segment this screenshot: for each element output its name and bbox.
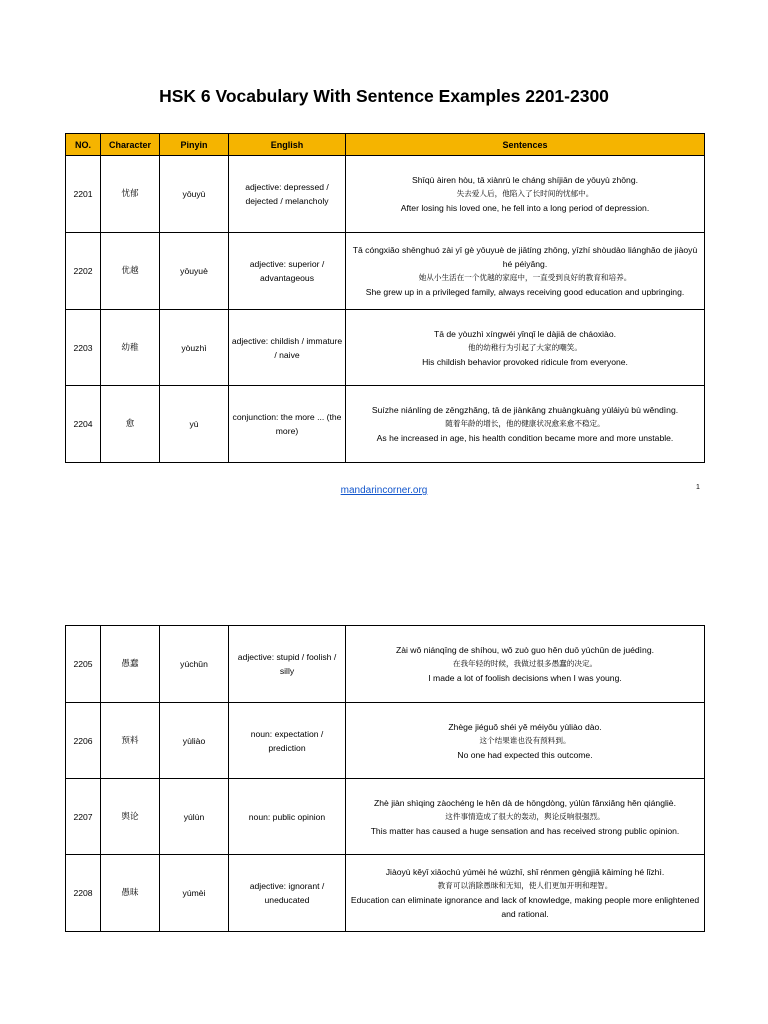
page-title: HSK 6 Vocabulary With Sentence Examples 2201-2300	[159, 86, 609, 106]
row-pinyin: yúmèi	[160, 855, 229, 932]
row-character: 忧郁	[101, 156, 160, 233]
row-sentences	[346, 779, 705, 855]
header-pinyin: Pinyin	[160, 134, 229, 156]
table-row	[66, 626, 705, 703]
row-number: 2208	[66, 855, 101, 932]
row-english: adjective: depressed / dejected / melancholy	[229, 156, 346, 233]
sentence-pinyin: Suízhe niánlíng de zēngzhǎng, tā de jiànkāng zhuàngkuàng yùláiyù bù wěndìng.	[371, 405, 679, 415]
table-header-row	[66, 134, 705, 156]
vocab-table-top	[65, 133, 705, 463]
site-link[interactable]: mandarincorner.org	[340, 485, 428, 496]
row-sentences	[346, 386, 705, 463]
header-character: Character	[101, 134, 160, 156]
sentence-english: After losing his loved one, he fell into a long period of depression.	[400, 203, 650, 213]
row-english: adjective: ignorant / uneducated	[229, 855, 346, 932]
row-english: adjective: stupid / foolish / silly	[229, 626, 346, 703]
row-pinyin: yōuyù	[160, 156, 229, 233]
row-english: conjunction: the more ... (the more)	[229, 386, 346, 463]
row-pinyin: yúlùn	[160, 779, 229, 855]
sentence-pinyin: Zhè jiàn shìqing zàochéng le hěn dà de hōngdòng, yúlùn fǎnxiǎng hěn qiángliè.	[374, 797, 676, 808]
row-pinyin: yù	[160, 386, 229, 463]
vocab-table-bottom	[65, 625, 705, 932]
sentence-chinese: 教育可以消除愚昧和无知，使人们更加开明和理智。	[437, 881, 613, 890]
sentence-chinese: 随着年龄的增长，他的健康状况愈来愈不稳定。	[445, 419, 605, 428]
row-sentences	[346, 703, 705, 779]
sentence-english: This matter has caused a huge sensation and has received strong public opinion.	[370, 825, 680, 836]
sentence-chinese: 在我年轻的时候，我做过很多愚蠢的决定。	[452, 659, 598, 668]
row-character: 预料	[101, 703, 160, 779]
sentence-chinese: 失去爱人后，他陷入了长时间的忧郁中。	[456, 189, 594, 198]
sentence-pinyin: Tā de yòuzhì xíngwéi yǐnqǐ le dàjiā de cháoxiào.	[433, 328, 616, 339]
table-row	[66, 233, 705, 310]
header-english: English	[229, 134, 346, 156]
row-number: 2203	[66, 310, 101, 386]
row-pinyin: yùliào	[160, 703, 229, 779]
row-sentences	[346, 310, 705, 386]
row-number: 2207	[66, 779, 101, 855]
row-english: noun: expectation / prediction	[229, 703, 346, 779]
sentence-chinese: 他的幼稚行为引起了大家的嘲笑。	[468, 342, 582, 352]
page-number: 1	[696, 484, 700, 491]
sentence-chinese: 她从小生活在一个优越的家庭中，一直受到良好的教育和培养。	[418, 273, 632, 282]
header-sentences: Sentences	[346, 134, 705, 156]
sentence-pinyin: Zài wǒ niánqīng de shíhou, wǒ zuò guo hěn duō yúchǔn de juédìng.	[395, 645, 654, 655]
sentence-pinyin: Shīqù àiren hòu, tā xiànrù le cháng shíjiān de yōuyù zhōng.	[412, 175, 638, 185]
row-sentences	[346, 626, 705, 703]
table-row	[66, 703, 705, 779]
row-english: adjective: childish / immature / naive	[229, 310, 346, 386]
row-character: 愈	[101, 386, 160, 463]
table-row	[66, 779, 705, 855]
header-no: NO.	[66, 134, 101, 156]
row-pinyin: yòuzhì	[160, 310, 229, 386]
row-character: 舆论	[101, 779, 160, 855]
row-character: 幼稚	[101, 310, 160, 386]
row-number: 2202	[66, 233, 101, 310]
row-pinyin: yúchǔn	[160, 626, 229, 703]
sentence-pinyin: Tā cóngxiǎo shēnghuó zài yī gè yōuyuè de jiātíng zhōng, yīzhí shòudào liánghǎo de jiàoyù hé péiyǎng.	[352, 245, 698, 269]
sentence-pinyin: Zhège jiéguǒ shéi yě méiyǒu yùliào dào.	[448, 721, 602, 732]
row-sentences	[346, 855, 705, 932]
sentence-english: I made a lot of foolish decisions when I was young.	[428, 673, 622, 683]
sentence-english: She grew up in a privileged family, always receiving good education and upbringing.	[365, 287, 685, 297]
row-character: 愚昧	[101, 855, 160, 932]
row-character: 愚蠢	[101, 626, 160, 703]
sentence-chinese: 这个结果谁也没有预料到。	[479, 735, 571, 745]
table-row	[66, 310, 705, 386]
sentence-english: No one had expected this outcome.	[457, 749, 593, 760]
row-number: 2201	[66, 156, 101, 233]
sentence-english: Education can eliminate ignorance and lack of knowledge, making people more enlightened and rational.	[350, 895, 700, 919]
row-number: 2204	[66, 386, 101, 463]
row-english: noun: public opinion	[229, 779, 346, 855]
table-row	[66, 855, 705, 932]
table-row	[66, 386, 705, 463]
row-number: 2205	[66, 626, 101, 703]
row-sentences	[346, 233, 705, 310]
table-row	[66, 156, 705, 233]
row-number: 2206	[66, 703, 101, 779]
row-english: adjective: superior / advantageous	[229, 233, 346, 310]
sentence-pinyin: Jiàoyù kěyǐ xiāochú yúmèi hé wúzhī, shǐ rénmen gèngjiā kāimíng hé lǐzhì.	[385, 867, 665, 877]
row-sentences	[346, 156, 705, 233]
row-character: 优越	[101, 233, 160, 310]
sentence-english: His childish behavior provoked ridicule from everyone.	[422, 356, 628, 367]
sentence-english: As he increased in age, his health condition became more and more unstable.	[376, 433, 674, 443]
row-pinyin: yōuyuè	[160, 233, 229, 310]
sentence-chinese: 这件事情造成了很大的轰动，舆论反响很强烈。	[445, 811, 605, 821]
